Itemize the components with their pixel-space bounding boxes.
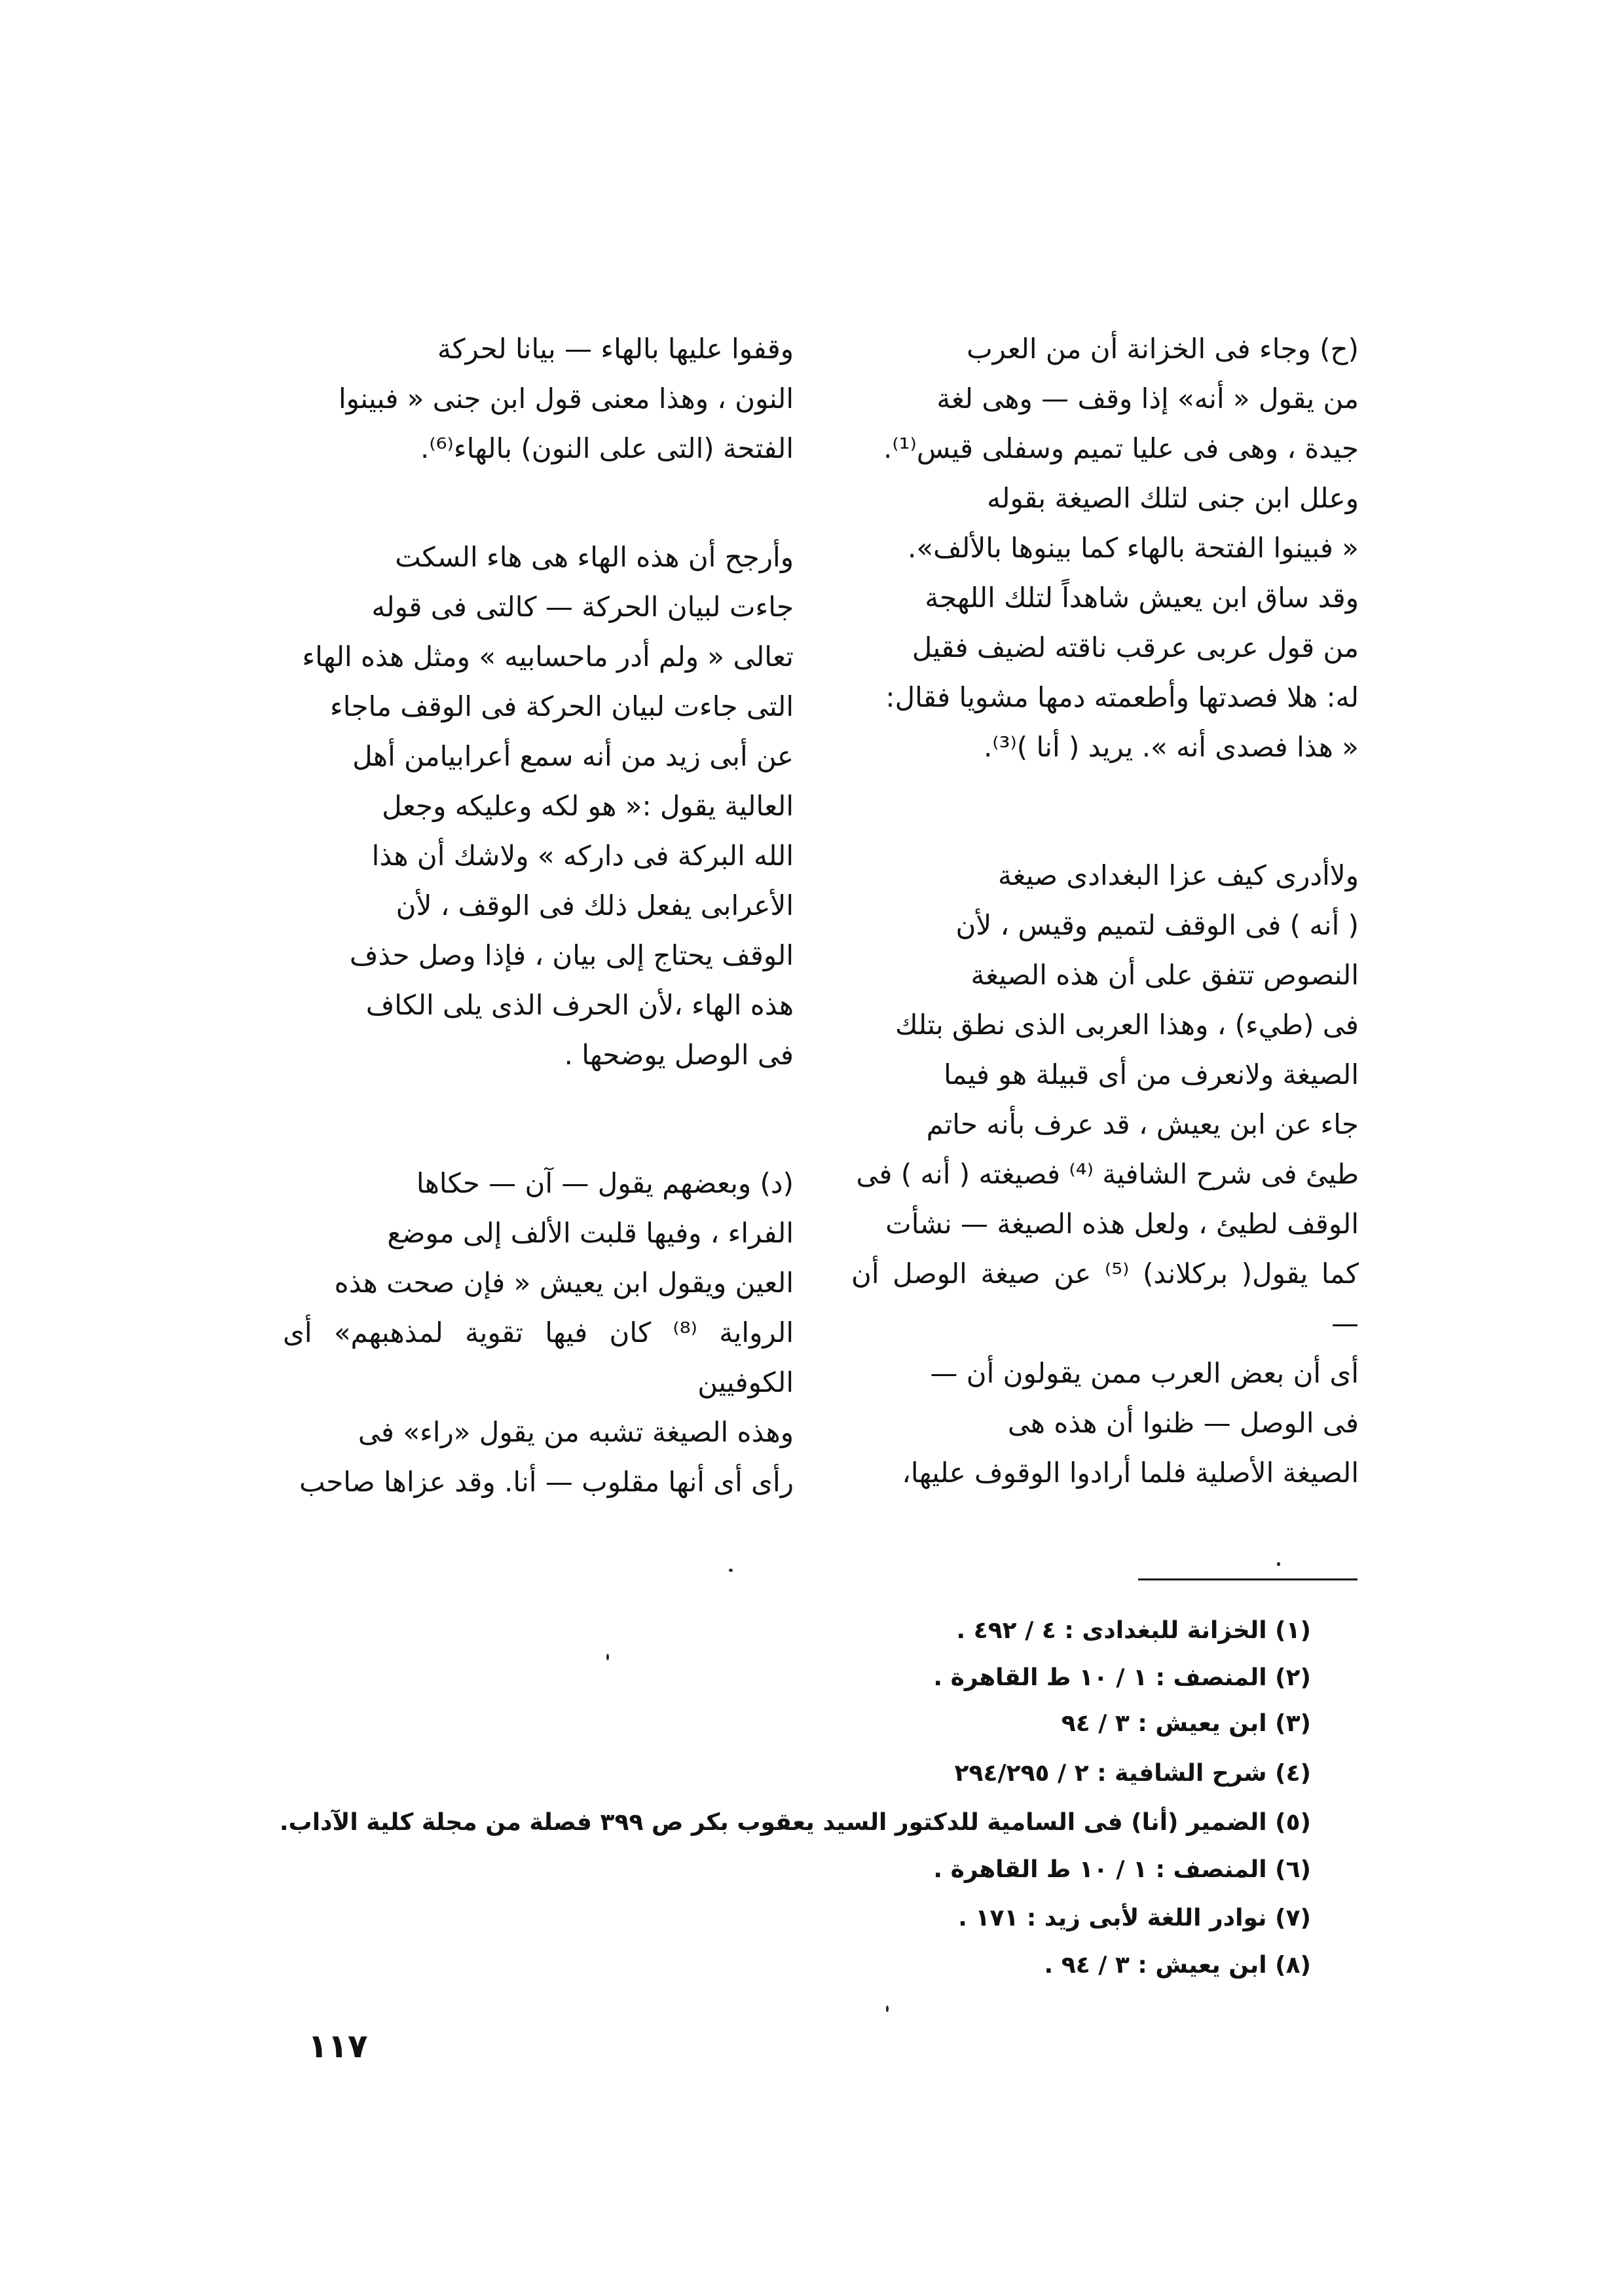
text-line: الصيغة الأصلية فلما أرادوا الوقوف عليها،	[902, 1457, 1359, 1489]
text-line: « هذا فصدى أنه ». يريد ( أنا )⁽³⁾.	[983, 731, 1359, 763]
text-line: « فبينوا الفتحة بالهاء كما بينوها بالألف».	[908, 532, 1359, 564]
text-line: طيئ فى شرح الشافية ⁽⁴⁾ فصيغته ( أنه ) فى	[856, 1158, 1359, 1190]
paragraph	[283, 1159, 794, 1507]
text-line: هذه الهاء ،لأن الحرف الذى يلى الكاف	[365, 989, 794, 1021]
text-line: الوقف يحتاج إلى بيان ، فإذا وصل حذف	[349, 939, 794, 971]
left-column	[283, 324, 794, 1507]
text-line: الوقف لطيئ ، ولعل هذه الصيغة — نشأت	[885, 1208, 1359, 1240]
text-line: (ح) وجاء فى الخزانة أن من العرب	[967, 333, 1359, 365]
text-line: جيدة ، وهى فى عليا تميم وسفلى قيس⁽¹⁾.	[883, 432, 1359, 464]
text-line: (د) وبعضهم يقول — آن — حكاها	[416, 1167, 794, 1199]
text-line: جاءت لبيان الحركة — كالتى فى قوله	[371, 591, 794, 623]
scan-speck	[886, 2006, 889, 2012]
text-line: تعالى « ولم أدر ماحسابيه » ومثل هذه الهاء	[302, 641, 794, 673]
footnote: (٢) المنصف : ١ / ١٠ ط القاهرة .	[933, 1664, 1311, 1691]
page-number: ١١٧	[308, 2027, 368, 2065]
text-line: الفراء ، وفيها قلبت الألف إلى موضع	[387, 1217, 794, 1249]
text-line: له: هلا فصدتها وأطعمته دمها مشويا فقال:	[885, 681, 1359, 713]
paragraph	[283, 324, 794, 474]
right-column	[851, 324, 1359, 1498]
text-line: وهذه الصيغة تشبه من يقول «راء» فى	[358, 1416, 794, 1448]
footnote: (٤) شرح الشافية : ٢ / ٢٩٤/٢٩٥	[954, 1760, 1311, 1787]
text-line: الصيغة ولانعرف من أى قبيلة هو فيما	[944, 1058, 1359, 1091]
text-line: الأعرابى يفعل ذلك فى الوقف ، لأن	[396, 889, 794, 922]
text-line: التى جاءت لبيان الحركة فى الوقف ماجاء	[330, 690, 794, 722]
footnote-divider	[1138, 1578, 1357, 1580]
text-line: وعلل ابن جنى لتلك الصيغة بقوله	[987, 482, 1359, 514]
text-line: وقفوا عليها بالهاء — بيانا لحركة	[437, 333, 794, 365]
paragraph	[283, 532, 794, 1080]
text-line: النصوص تتفق على أن هذه الصيغة	[970, 959, 1359, 991]
scan-speck	[606, 1654, 609, 1660]
text-line: عن أبى زيد من أنه سمع أعرابيامن أهل	[352, 740, 794, 772]
footnote: (٥) الضمير (أنا) فى السامية للدكتور السيد يعقوب بكر ص ٣٩٩ فصلة من مجلة كلية الآداب.	[279, 1809, 1311, 1836]
text-line: من قول عربى عرقب ناقته لضيف فقيل	[912, 631, 1359, 663]
text-line: الرواية ⁽⁸⁾ كان فيها تقوية لمذهبهم» أى الكوفيين	[283, 1316, 794, 1398]
footnote: (٨) ابن يعيش : ٣ / ٩٤ .	[1044, 1952, 1311, 1979]
text-line: العين ويقول ابن يعيش « فإن صحت هذه	[334, 1267, 794, 1299]
text-line: ( أنه ) فى الوقف لتميم وقيس ، لأن	[955, 909, 1359, 941]
text-line: جاء عن ابن يعيش ، قد عرف بأنه حاتم	[926, 1108, 1359, 1140]
paragraph	[851, 851, 1359, 1498]
text-line: النون ، وهذا معنى قول ابن جنى « فبينوا	[338, 382, 794, 415]
text-line: رأى أى أنها مقلوب — أنا. وقد عزاها صاحب	[299, 1466, 794, 1498]
text-line: وقد ساق ابن يعيش شاهداً لتلك اللهجة	[925, 582, 1359, 614]
text-line: من يقول « أنه» إذا وقف — وهى لغة	[936, 382, 1359, 415]
footnote: (٧) نوادر اللغة لأبى زيد : ١٧١ .	[958, 1905, 1311, 1931]
text-line: الله البركة فى داركه » ولاشك أن هذا	[371, 840, 794, 872]
footnotes	[67, 1611, 1311, 2004]
footnote: (٦) المنصف : ١ / ١٠ ط القاهرة .	[933, 1856, 1311, 1883]
text-line: ولاأدرى كيف عزا البغدادى صيغة	[997, 859, 1359, 891]
text-line: فى الوصل يوضحها .	[564, 1039, 794, 1071]
paragraph	[851, 324, 1359, 772]
text-line: فى (طيء) ، وهذا العربى الذى نطق بتلك	[895, 1009, 1359, 1041]
footnote: (٣) ابن يعيش : ٣ / ٩٤	[1061, 1710, 1311, 1737]
text-line: وأرجح أن هذه الهاء هى هاء السكت	[395, 541, 794, 573]
scan-speck	[1277, 1562, 1280, 1566]
text-line: العالية يقول :« هو لكه وعليكه وجعل	[382, 790, 794, 822]
text-line: الفتحة (التى على النون) بالهاء⁽⁶⁾.	[420, 432, 794, 464]
footnote: (١) الخزانة للبغدادى : ٤ / ٤٩٢ .	[956, 1617, 1311, 1644]
text-line: كما يقول( بركلاند) ⁽⁵⁾ عن صيغة الوصل أن —	[851, 1258, 1359, 1339]
text-line: أى أن بعض العرب ممن يقولون أن —	[930, 1357, 1359, 1389]
scan-speck	[729, 1569, 733, 1572]
text-line: فى الوصل — ظنوا أن هذه هى	[1007, 1407, 1359, 1439]
